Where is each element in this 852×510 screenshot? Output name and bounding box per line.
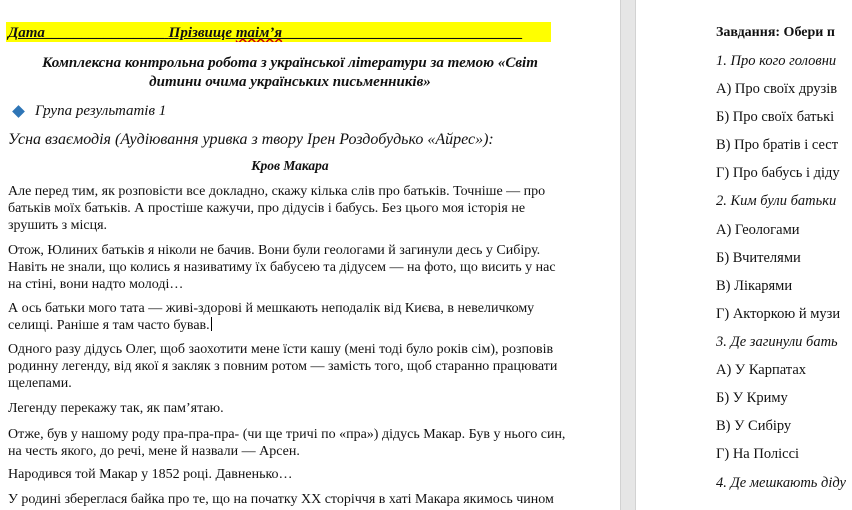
question-2-option-d: Г) Акторкою й музи — [716, 306, 841, 322]
date-blank: ________________ — [44, 25, 165, 41]
document-page-right[interactable] — [636, 0, 852, 510]
paragraph-8-line-1: У родині збереглася байка про те, що на початку ХХ сторіччя в хаті Макара якимось чином — [8, 492, 554, 507]
name-label-misspelled: таім’я — [235, 25, 283, 41]
paragraph-5-line-1: Легенду перекажу так, як пам’ятаю. — [8, 401, 224, 416]
question-2-option-c: В) Лікарями — [716, 278, 793, 294]
date-name-line — [6, 22, 551, 42]
paragraph-3-line-2 — [8, 317, 212, 334]
paragraph-1-line-2: батьків моїх батьків. А простіше кажучи, про дідусів і бабусь. Без цього моя історія не — [8, 201, 526, 216]
paragraph-4-line-2: родинну легенду, від якої я закляк з повним ротом — замість того, щоб старанно працювати — [8, 359, 558, 374]
task-title: Завдання: Обери п — [716, 25, 835, 40]
paragraph-1-line-1: Але перед тим, як розповісти все докладно, скажу кілька слів про батьків. Точніше — про — [8, 184, 546, 199]
name-blank: ________________________________ — [282, 25, 523, 41]
question-2-option-a: А) Геологами — [716, 222, 800, 238]
date-label: Дата — [8, 25, 45, 41]
question-3-option-d: Г) На Поліссі — [716, 446, 800, 462]
oral-task-heading: Усна взаємодія (Аудіювання уривка з твору Ірен Роздобудько «Айрес»): — [8, 131, 494, 148]
paragraph-2-line-2: Навіть не знали, що колись я називатиму їх бабусею та дідусем — на фото, що висить у нас — [8, 260, 556, 275]
story-title: Кров Макара — [251, 158, 329, 173]
paragraph-3-line-2-text: селищі. Раніше я там часто бував. — [8, 318, 210, 333]
paragraph-1-line-3: зрушить з місця. — [8, 218, 108, 233]
question-3-option-c: В) У Сибіру — [716, 418, 792, 434]
name-label: Прізвище — [168, 25, 236, 41]
text-cursor — [211, 317, 212, 331]
question-1-option-a: А) Про своїх друзів — [716, 81, 838, 97]
paragraph-4-line-1: Одного разу дідусь Олег, щоб заохотити мене їсти кашу (мені тоді було років сім), розповів — [8, 342, 554, 357]
question-3: 3. Де загинули бать — [716, 334, 838, 350]
question-1-option-c: В) Про братів і сест — [716, 137, 839, 153]
paragraph-2-line-3: на стіні, вони надто молоді… — [8, 277, 184, 292]
question-2: 2. Ким були батьки — [716, 193, 837, 209]
paragraph-3-line-1: А ось батьки мого тата — живі-здорові й мешкають неподалік від Києва, в невеличкому — [8, 301, 535, 316]
question-1-option-b: Б) Про своїх батькі — [716, 109, 835, 125]
paragraph-6-line-1: Отже, був у нашому роду пра-пра-пра- (чи ще тричі по «пра») дідусь Макар. Був у нього син, — [8, 427, 566, 442]
question-1-option-d: Г) Про бабусь і діду — [716, 165, 840, 181]
question-1: 1. Про кого головни — [716, 53, 837, 69]
paragraph-7-line-1: Народився той Макар у 1852 році. Давненько… — [8, 467, 293, 482]
results-group-heading — [12, 101, 166, 121]
paragraph-2-line-1: Отож, Юлиних батьків я ніколи не бачив. Вони були геологами й загинули десь у Сибіру. — [8, 243, 541, 258]
question-2-option-b: Б) Вчителями — [716, 250, 801, 266]
diamond-bullet-icon — [12, 105, 25, 118]
paragraph-6-line-2: на честь якого, до речі, мене й назвали — Арсен. — [8, 444, 300, 459]
test-title-line-2: дитини очима українських письменників» — [149, 74, 431, 90]
results-group-label: Група результатів 1 — [35, 103, 167, 119]
test-title-line-1: Комплексна контрольна робота з української літератури за темою «Світ — [42, 55, 538, 71]
paragraph-4-line-3: щелепами. — [8, 376, 72, 391]
question-3-option-a: А) У Карпатах — [716, 362, 807, 378]
question-3-option-b: Б) У Криму — [716, 390, 788, 406]
page-gutter — [620, 0, 636, 510]
question-4: 4. Де мешкають діду — [716, 475, 846, 491]
